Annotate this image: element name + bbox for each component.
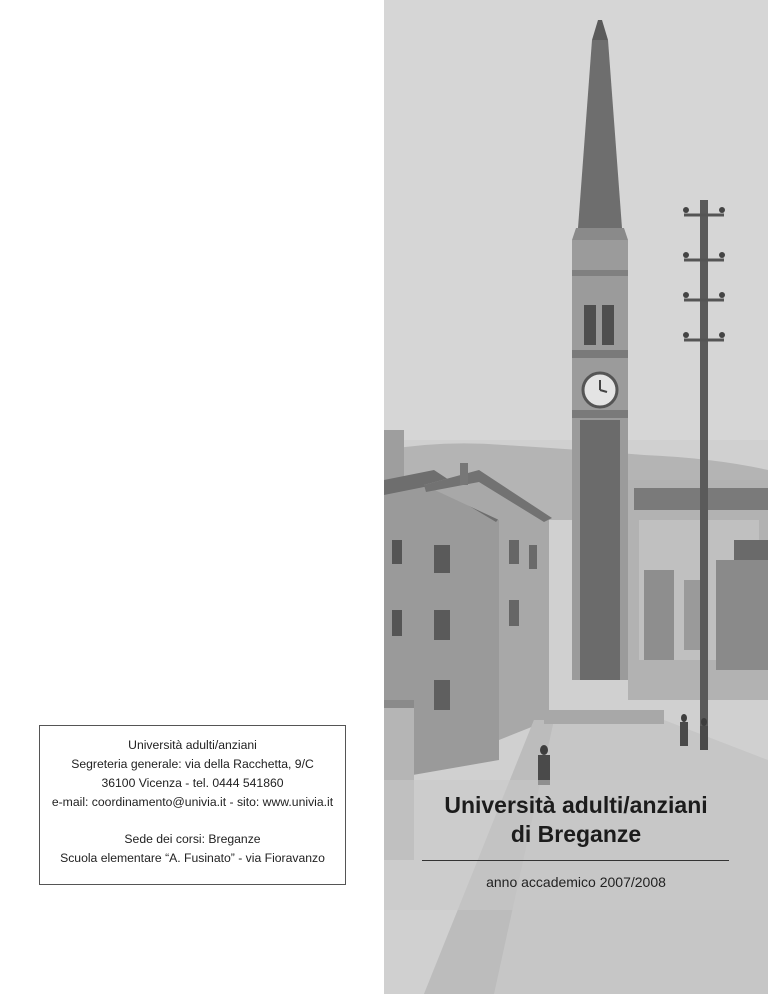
cover-subtitle-academic-year: anno accademico 2007/2008 xyxy=(486,874,666,890)
info-school-address: Scuola elementare “A. Fusinato” - via Fioravanzo xyxy=(60,851,325,865)
title-divider xyxy=(422,860,729,861)
cover-title-line1: Università adulti/anziani xyxy=(444,792,708,818)
info-city-phone: 36100 Vicenza - tel. 0444 541860 xyxy=(101,776,284,790)
info-org-name: Università adulti/anziani xyxy=(128,738,257,752)
contact-info-box xyxy=(39,725,346,885)
info-course-location: Sede dei corsi: Breganze xyxy=(124,832,261,846)
info-spacer xyxy=(40,812,345,830)
info-email-website: e-mail: coordinamento@univia.it - sito: www.univia.it xyxy=(51,795,334,809)
cover-title-line2: di Breganze xyxy=(510,821,642,847)
info-secretariat-address: Segreteria generale: via della Racchetta, 9/C xyxy=(71,757,314,771)
front-cover xyxy=(384,0,768,994)
